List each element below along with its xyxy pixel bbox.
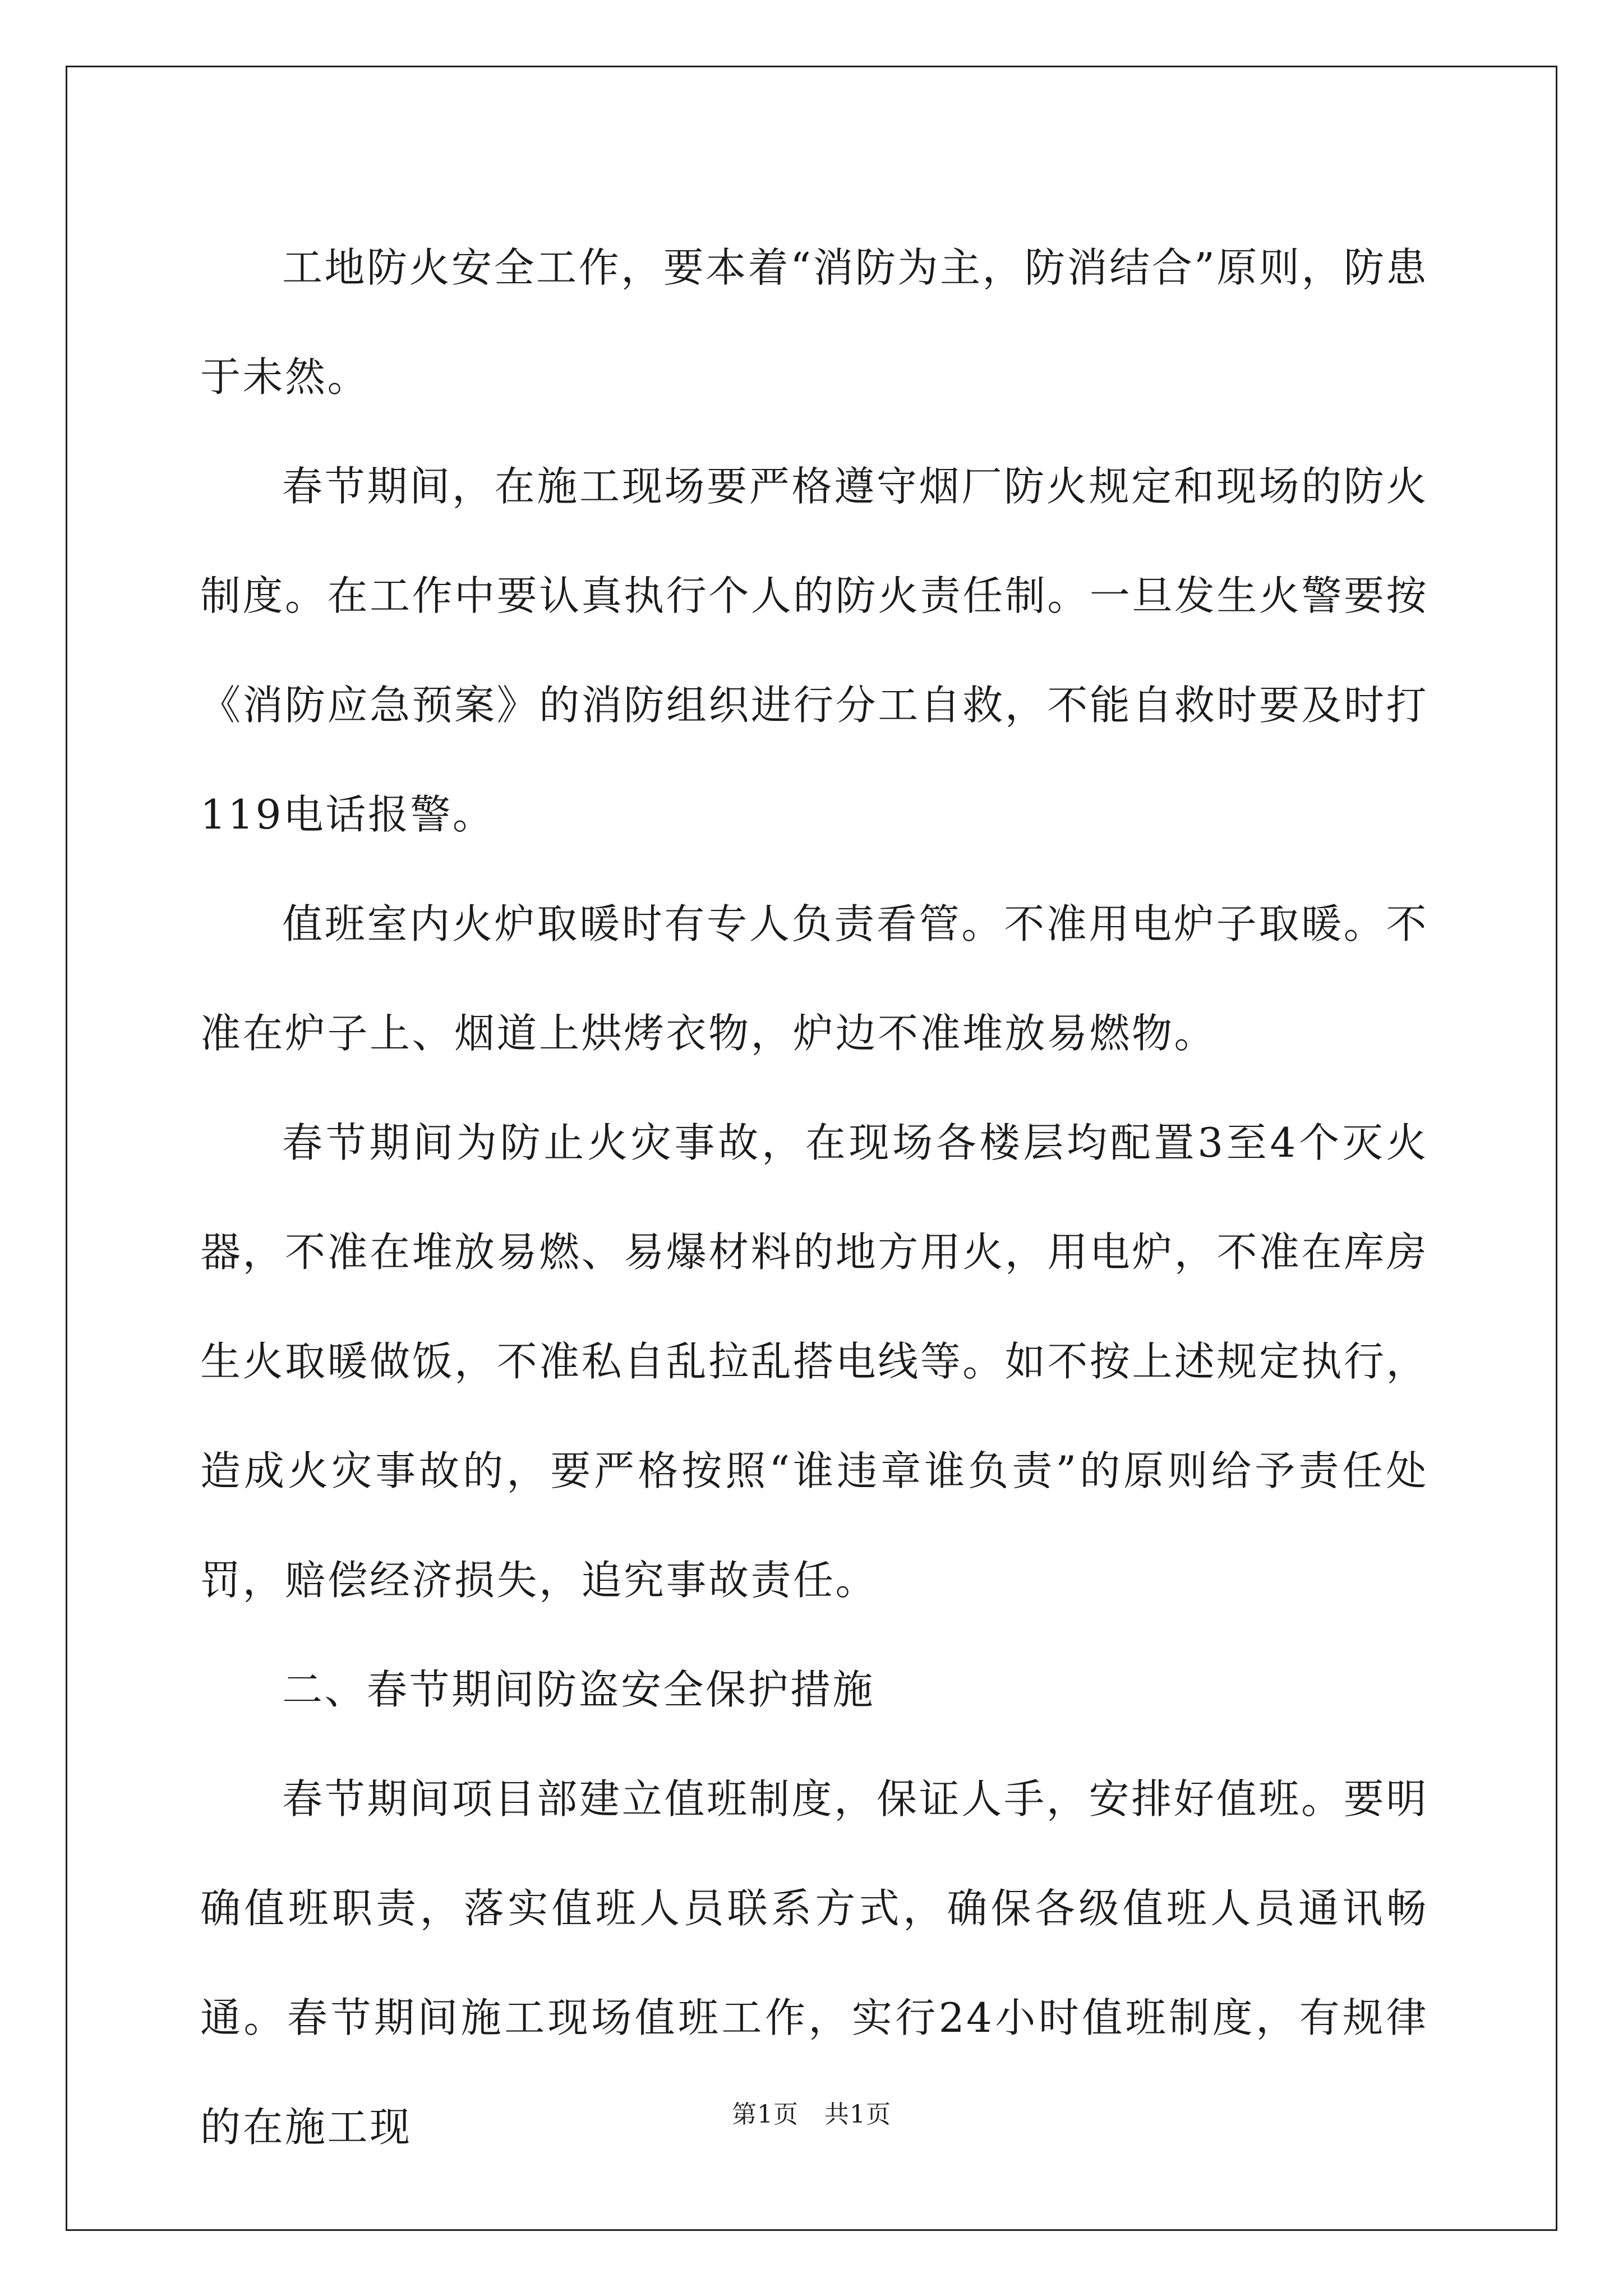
paragraph-heating: 值班室内火炉取暖时有专人负责看管。不准用电炉子取暖。不准在炉子上、烟道上烘烤衣物，炉边不准堆放易燃物。 xyxy=(200,900,1428,1057)
paragraph-fire-rules: 春节期间，在施工现场要严格遵守烟厂防火规定和现场的防火制度。在工作中要认真执行个人的防火责任制。一旦发生火警要按《消防应急预案》的消防组织进行分工自救，不能自救时要及时打119电话报警。 xyxy=(200,463,1428,838)
page-total: 共1页 xyxy=(824,2100,891,2129)
section-heading-theft: 二、春节期间防盗安全保护措施 xyxy=(282,1666,875,1713)
paragraph-fire-prevention: 春节期间为防止火灾事故，在现场各楼层均配置3至4个灭火器，不准在堆放易燃、易爆材料的地方用火，用电炉，不准在库房生火取暖做饭，不准私自乱拉乱搭电线等。如不按上述规定执行，造成火灾事故的，要严格按照“谁违章谁负责”的原则给予责任处罚，赔偿经济损失，追究事故责任。 xyxy=(200,1119,1428,1604)
page-footer xyxy=(0,2098,1623,2132)
document-body xyxy=(200,213,1428,2182)
page-number: 第1页 xyxy=(732,2100,799,2129)
paragraph-duty: 春节期间项目部建立值班制度，保证人手，安排好值班。要明确值班职责，落实值班人员联系方式，确保各级值班人员通讯畅通。春节期间施工现场值班工作，实行24小时值班制度，有规律的在施工现 xyxy=(200,1775,1428,2151)
paragraph-fire-principle: 工地防火安全工作，要本着“消防为主，防消结合”原则，防患于未然。 xyxy=(200,244,1428,401)
